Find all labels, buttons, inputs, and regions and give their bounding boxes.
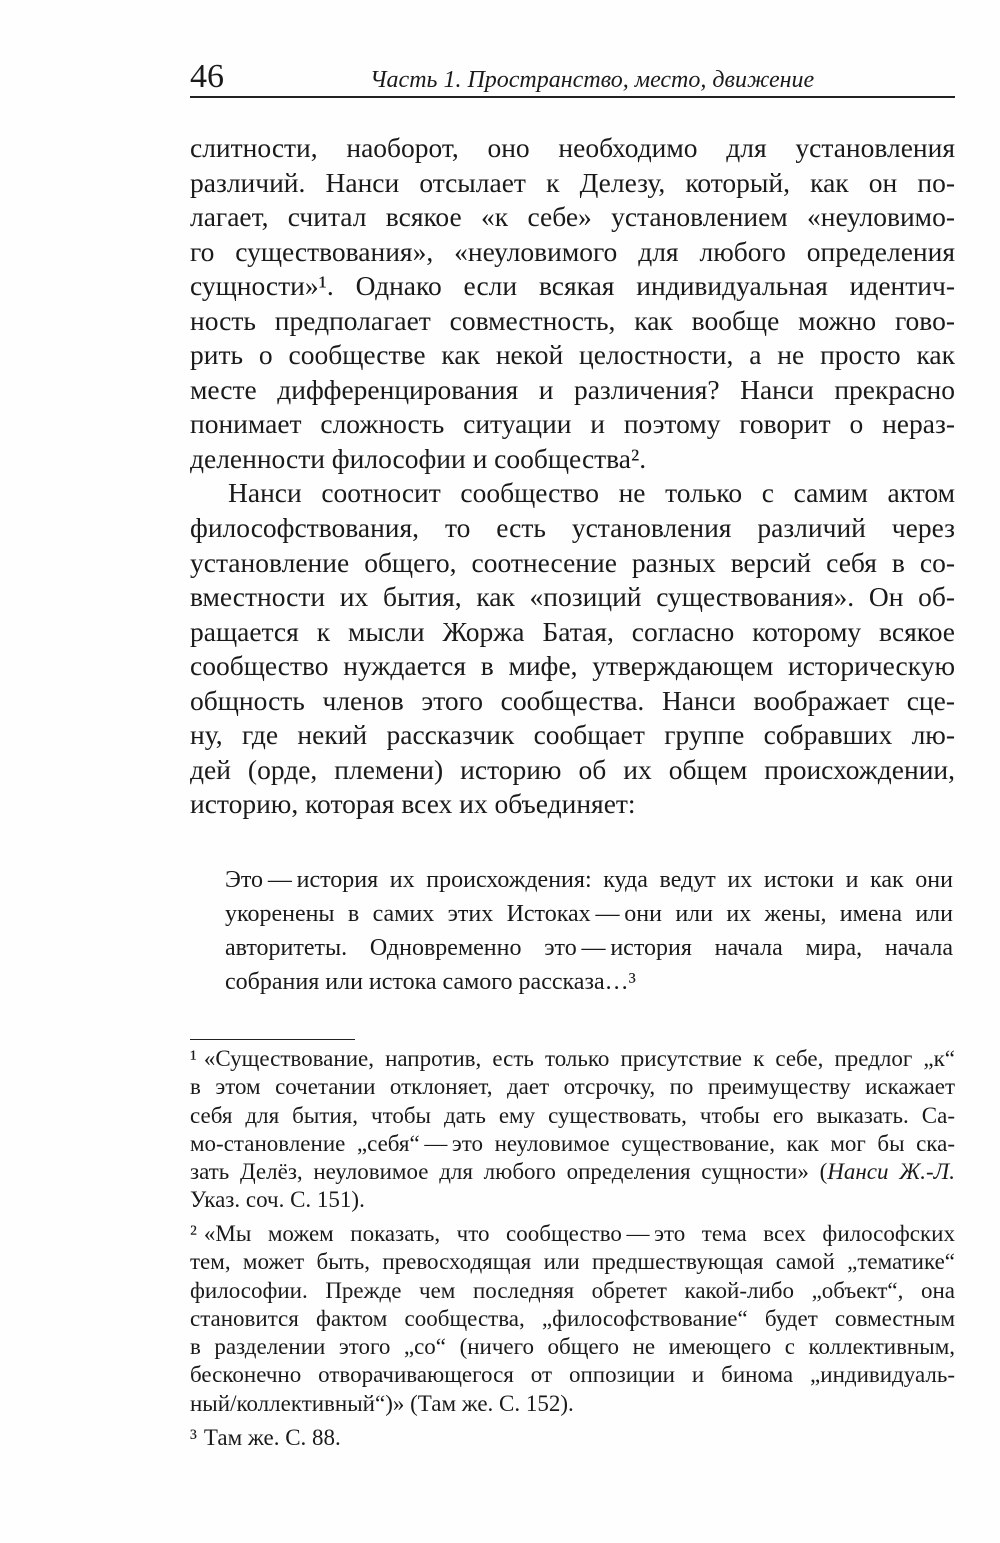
footnote-line: тем, может быть, превосходящая или предшествующая самой „тематике“ [190,1249,955,1275]
footnote-line [190,1220,955,1248]
footnote-line: Указ. соч. С. 151). [190,1187,365,1213]
header-rule [190,96,955,98]
footnote-line-text: «Мы можем показать, что сообщество — это тема всех философских [203,1221,955,1246]
running-title: Часть 1. Пространство, место, движение [370,67,815,93]
footnote-line-text: зать Делёз, неуловимое для любого определения сущности» ( [190,1159,828,1185]
footnote-author-name: Нанси Ж.-Л. [827,1159,955,1185]
body-text-line: установление общего, соотнесение разных версий себя в со- [190,546,955,578]
footnote-line: мо-становление „себя“ — это неуловимое существование, как мог бы ска- [190,1130,955,1156]
footnote-line: в этом сочетании отклоняет, дает отсрочку, по преимуществу искажает [190,1074,955,1100]
page-header [190,57,955,97]
footnote-line: в разделении этого „со“ (ничего общего не имеющего с коллективным, [190,1334,955,1360]
body-text-line: сущности»¹. Однако если всякая индивидуальная идентич- [190,270,955,302]
body-text-line: ность предполагает совместность, как вообще можно гово- [190,304,955,336]
block-quote-line: укоренены в самих этих Истоках — они или их жены, имена или [225,901,953,927]
body-text-line: различий. Нанси отсылает к Делезу, который, как он по- [190,166,955,198]
body-text-line: слитности, наоборот, оно необходимо для установления [190,132,955,163]
body-text-line: го существования», «неуловимого для любого определения [190,235,955,267]
footnote-line: философии. Прежде чем последняя обретет какой-либо „объект“, она [190,1277,955,1303]
footnote-separator [190,1039,355,1040]
footnote-line [190,1424,955,1452]
body-text-line: ну, где некий рассказчик сообщает группе собравших лю- [190,719,955,751]
block-quote-line: Это — история их происхождения: куда ведут их истоки и как они [225,867,953,893]
body-text-line: понимает сложность ситуации и поэтому говорит о нераз- [190,408,955,440]
footnote-line: становится фактом сообщества, „философствование“ будет совместным [190,1305,955,1331]
footnote-line [190,1045,955,1073]
footnote-line-text: «Существование, напротив, есть только присутствие к себе, предлог „к“ [203,1046,955,1071]
body-text-line: вместности их бытия, как «позиций существования». Он об- [190,581,955,613]
body-text-line: сообщество нуждается в мифе, утверждающем историческую [190,650,955,682]
body-paragraph [190,476,955,821]
body-text-line: деленности философии и сообщества². [190,442,647,474]
block-quote-line: собрания или истока самого рассказа…³ [225,969,636,995]
footnote [190,1220,955,1418]
body-text-line: философствования, то есть установления различий через [190,512,955,544]
body-text-line: месте дифференцирования и различения? Нанси прекрасно [190,373,955,405]
body-text-line: дей (орде, племени) историю об их общем происхождении, [190,753,955,785]
body-text-line: историю, которая всех их объединяет: [190,788,636,820]
footnote [190,1045,955,1215]
body-paragraph [190,131,955,476]
block-quote-line: авторитеты. Одновременно это — история начала мира, начала [225,935,953,961]
footnote-line: бесконечно отворачивающегося от оппозиции и бинома „индивидуаль- [190,1362,955,1388]
page-number: 46 [190,58,224,95]
body-text-line: ращается к мысли Жоржа Батая, согласно которому всякое [190,615,955,647]
footnote-line [190,1158,955,1186]
body-text [190,131,955,822]
body-text-line: общность членов этого сообщества. Нанси воображает сце- [190,684,955,716]
footnote-line: себя для бытия, чтобы дать ему существовать, чтобы его выказать. Са- [190,1102,955,1128]
body-text-line: лагает, считал всякое «к себе» установлением «неуловимо- [190,201,955,233]
footnote-line-text: Там же. С. 88. [203,1425,341,1450]
footnote-marker: ² [190,1221,197,1246]
footnote-marker: ³ [190,1425,197,1450]
body-text-line: Нанси соотносит сообщество не только с самим актом [228,477,955,509]
footnote-line: ный/коллективный“)» (Там же. С. 152). [190,1390,574,1416]
footnote [190,1424,955,1452]
block-quote [225,863,953,999]
footnote-marker: ¹ [190,1046,197,1071]
body-text-line: рить о сообществе как некой целостности, а не просто как [190,339,955,371]
